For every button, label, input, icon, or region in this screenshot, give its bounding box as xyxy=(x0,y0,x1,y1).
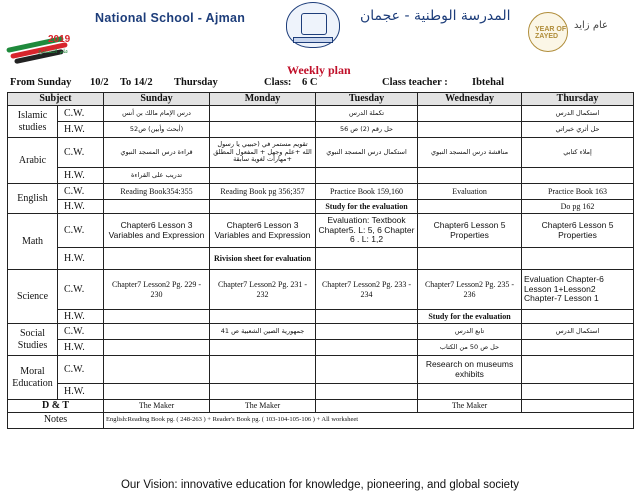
table-row xyxy=(8,270,634,310)
cell-math-cw-sun: Chapter6 Lesson 3 Variables and Expression xyxy=(104,214,210,248)
row-kind-cw: C.W. xyxy=(58,270,104,310)
col-header-subject: Subject xyxy=(8,93,104,106)
table-row xyxy=(8,310,634,324)
table-row xyxy=(8,184,634,200)
from-label: From Sunday xyxy=(10,77,72,88)
weekly-plan-table xyxy=(7,92,634,429)
cell-science-hw-mon xyxy=(210,310,316,324)
cell-moral-cw-mon xyxy=(210,356,316,384)
school-name-english: National School - Ajman xyxy=(95,11,246,25)
cell-english-hw-wed xyxy=(418,200,522,214)
cell-arabic-hw-mon xyxy=(210,168,316,184)
table-header-row xyxy=(8,93,634,106)
cell-social-hw-wed: حل ص 50 من الكتاب xyxy=(418,340,522,356)
subject-design-technology: D & T xyxy=(8,400,104,413)
cell-moral-cw-sun xyxy=(104,356,210,384)
cell-social-cw-sun xyxy=(104,324,210,340)
cell-math-cw-wed: Chapter6 Lesson 5 Properties xyxy=(418,214,522,248)
cell-science-hw-sun xyxy=(104,310,210,324)
subject-moral-education: Moral Education xyxy=(8,356,58,400)
table-row xyxy=(8,400,634,413)
cell-dt-mon: The Maker xyxy=(210,400,316,413)
cell-arabic-hw-sun: تدريب على القراءة xyxy=(104,168,210,184)
col-header-monday: Monday xyxy=(210,93,316,106)
cell-social-cw-tue xyxy=(316,324,418,340)
cell-arabic-hw-wed xyxy=(418,168,522,184)
cell-math-cw-mon: Chapter6 Lesson 3 Variables and Expression xyxy=(210,214,316,248)
table-row xyxy=(8,356,634,384)
cell-science-cw-wed: Chapter7 Lesson2 Pg. 235 - 236 xyxy=(418,270,522,310)
table-row xyxy=(8,384,634,400)
cell-arabic-hw-tue xyxy=(316,168,418,184)
row-kind-hw: H.W. xyxy=(58,340,104,356)
cell-arabic-cw-thu: إملاء كتابي xyxy=(522,138,634,168)
row-kind-cw: C.W. xyxy=(58,184,104,200)
subject-science: Science xyxy=(8,270,58,324)
school-name-arabic: المدرسة الوطنية - عجمان xyxy=(360,8,511,24)
cell-arabic-cw-sun: قراءة درس المسجد النبوي xyxy=(104,138,210,168)
cell-dt-wed: The Maker xyxy=(418,400,522,413)
cell-science-cw-thu: Evaluation Chapter-6 Lesson 1+Lesson2 Chapter-7 Lesson 1 xyxy=(522,270,634,310)
cell-social-cw-mon: جمهورية الصين الشعبية ص 41 xyxy=(210,324,316,340)
table-row xyxy=(8,138,634,168)
cell-math-hw-tue xyxy=(316,248,418,270)
cell-arabic-cw-wed: مناقشة درس المسجد النبوي xyxy=(418,138,522,168)
page-header xyxy=(0,0,640,70)
teacher-label: Class teacher : xyxy=(382,77,448,88)
to-day: Thursday xyxy=(174,77,218,88)
from-date: 10/2 xyxy=(90,77,109,88)
row-kind-cw: C.W. xyxy=(58,356,104,384)
table-row xyxy=(8,324,634,340)
plan-info-bar xyxy=(10,77,630,91)
row-kind-hw: H.W. xyxy=(58,168,104,184)
cell-moral-hw-wed xyxy=(418,384,522,400)
cell-moral-hw-sun xyxy=(104,384,210,400)
cell-islamic-cw-wed xyxy=(418,106,522,122)
subject-arabic: Arabic xyxy=(8,138,58,184)
cell-math-cw-thu: Chapter6 Lesson 5 Properties xyxy=(522,214,634,248)
table-row xyxy=(8,412,634,428)
cell-islamic-hw-thu: حل أثري خبراتي xyxy=(522,122,634,138)
year-of-tolerance-logo: 2019 عام التسامح xyxy=(6,30,76,64)
row-kind-hw: H.W. xyxy=(58,310,104,324)
cell-social-hw-mon xyxy=(210,340,316,356)
cell-islamic-hw-mon xyxy=(210,122,316,138)
cell-science-hw-thu xyxy=(522,310,634,324)
school-crest-icon xyxy=(286,2,340,48)
table-row xyxy=(8,168,634,184)
row-kind-cw: C.W. xyxy=(58,138,104,168)
cell-islamic-cw-thu: استكمال الدرس xyxy=(522,106,634,122)
cell-moral-cw-thu xyxy=(522,356,634,384)
table-row xyxy=(8,340,634,356)
to-label: To 14/2 xyxy=(120,77,153,88)
cell-social-cw-wed: تابع الدرس xyxy=(418,324,522,340)
cell-english-hw-tue: Study for the evaluation xyxy=(316,200,418,214)
subject-math: Math xyxy=(8,214,58,270)
cell-english-hw-mon xyxy=(210,200,316,214)
row-kind-hw: H.W. xyxy=(58,122,104,138)
cell-islamic-hw-wed xyxy=(418,122,522,138)
table-row xyxy=(8,200,634,214)
table-row xyxy=(8,248,634,270)
cell-social-cw-thu: استكمال الدرس xyxy=(522,324,634,340)
cell-english-hw-thu: Do pg 162 xyxy=(522,200,634,214)
cell-dt-thu xyxy=(522,400,634,413)
cell-arabic-cw-mon: تقويم مستمر في (حبيبي يا رسول الله +علم وجهل + المفعول المطلق +مهارات لغوية سابقة xyxy=(210,138,316,168)
subject-notes: Notes xyxy=(8,412,104,428)
cell-math-hw-mon: Rivision sheet for evaluation xyxy=(210,248,316,270)
cell-science-cw-tue: Chapter7 Lesson2 Pg. 233 - 234 xyxy=(316,270,418,310)
cell-science-hw-tue xyxy=(316,310,418,324)
cell-arabic-hw-thu xyxy=(522,168,634,184)
cell-science-hw-wed: Study for the evaluation xyxy=(418,310,522,324)
table-row xyxy=(8,106,634,122)
col-header-sunday: Sunday xyxy=(104,93,210,106)
cell-islamic-cw-mon xyxy=(210,106,316,122)
subject-english: English xyxy=(8,184,58,214)
cell-science-cw-mon: Chapter7 Lesson2 Pg. 231 - 232 xyxy=(210,270,316,310)
row-kind-cw: C.W. xyxy=(58,214,104,248)
cell-moral-hw-tue xyxy=(316,384,418,400)
cell-social-hw-thu xyxy=(522,340,634,356)
notes-text: English:Reading Book pg. ( 248-263 ) + Reader's Book pg. ( 103-104-105-106 ) + All worksheet xyxy=(104,412,634,428)
cell-islamic-cw-sun: درس الإمام مالك بن أنس xyxy=(104,106,210,122)
subject-islamic: Islamic studies xyxy=(8,106,58,138)
cell-moral-cw-wed: Research on museums exhibits xyxy=(418,356,522,384)
cell-islamic-cw-tue: تكملة الدرس xyxy=(316,106,418,122)
table-row xyxy=(8,122,634,138)
cell-math-hw-wed xyxy=(418,248,522,270)
year-of-zayed-logo: YEAR OF ZAYED عام زايد xyxy=(528,6,618,70)
cell-dt-sun: The Maker xyxy=(104,400,210,413)
row-kind-cw: C.W. xyxy=(58,106,104,122)
cell-english-cw-mon: Reading Book pg 356;357 xyxy=(210,184,316,200)
class-label: Class: xyxy=(264,77,292,88)
subject-social-studies: Social Studies xyxy=(8,324,58,356)
table-row xyxy=(8,214,634,248)
cell-moral-cw-tue xyxy=(316,356,418,384)
row-kind-cw: C.W. xyxy=(58,324,104,340)
row-kind-hw: H.W. xyxy=(58,384,104,400)
cell-islamic-hw-tue: حل رقم (2) ص 56 xyxy=(316,122,418,138)
cell-english-hw-sun xyxy=(104,200,210,214)
plan-title: Weekly plan xyxy=(287,63,351,77)
cell-english-cw-tue: Practice Book 159,160 xyxy=(316,184,418,200)
cell-islamic-hw-sun: (أبحث وأبين) ص52 xyxy=(104,122,210,138)
cell-math-hw-thu xyxy=(522,248,634,270)
cell-english-cw-wed: Evaluation xyxy=(418,184,522,200)
cell-science-cw-sun: Chapter7 Lesson2 Pg. 229 - 230 xyxy=(104,270,210,310)
cell-moral-hw-thu xyxy=(522,384,634,400)
class-value: 6 C xyxy=(302,77,318,88)
cell-math-hw-sun xyxy=(104,248,210,270)
cell-dt-tue xyxy=(316,400,418,413)
row-kind-hw: H.W. xyxy=(58,248,104,270)
cell-moral-hw-mon xyxy=(210,384,316,400)
teacher-value: Ibtehal xyxy=(472,77,505,88)
cell-english-cw-thu: Practice Book 163 xyxy=(522,184,634,200)
col-header-thursday: Thursday xyxy=(522,93,634,106)
vision-footer: Our Vision: innovative education for knowledge, pioneering, and global society xyxy=(120,479,520,491)
cell-arabic-cw-tue: استكمال درس المسجد النبوي xyxy=(316,138,418,168)
cell-math-cw-tue: Evaluation: Textbook Chapter5. L: 5, 6 Chapter 6 . L: 1,2 xyxy=(316,214,418,248)
cell-social-hw-tue xyxy=(316,340,418,356)
cell-english-cw-sun: Reading Book354:355 xyxy=(104,184,210,200)
col-header-tuesday: Tuesday xyxy=(316,93,418,106)
col-header-wednesday: Wednesday xyxy=(418,93,522,106)
cell-social-hw-sun xyxy=(104,340,210,356)
row-kind-hw: H.W. xyxy=(58,200,104,214)
